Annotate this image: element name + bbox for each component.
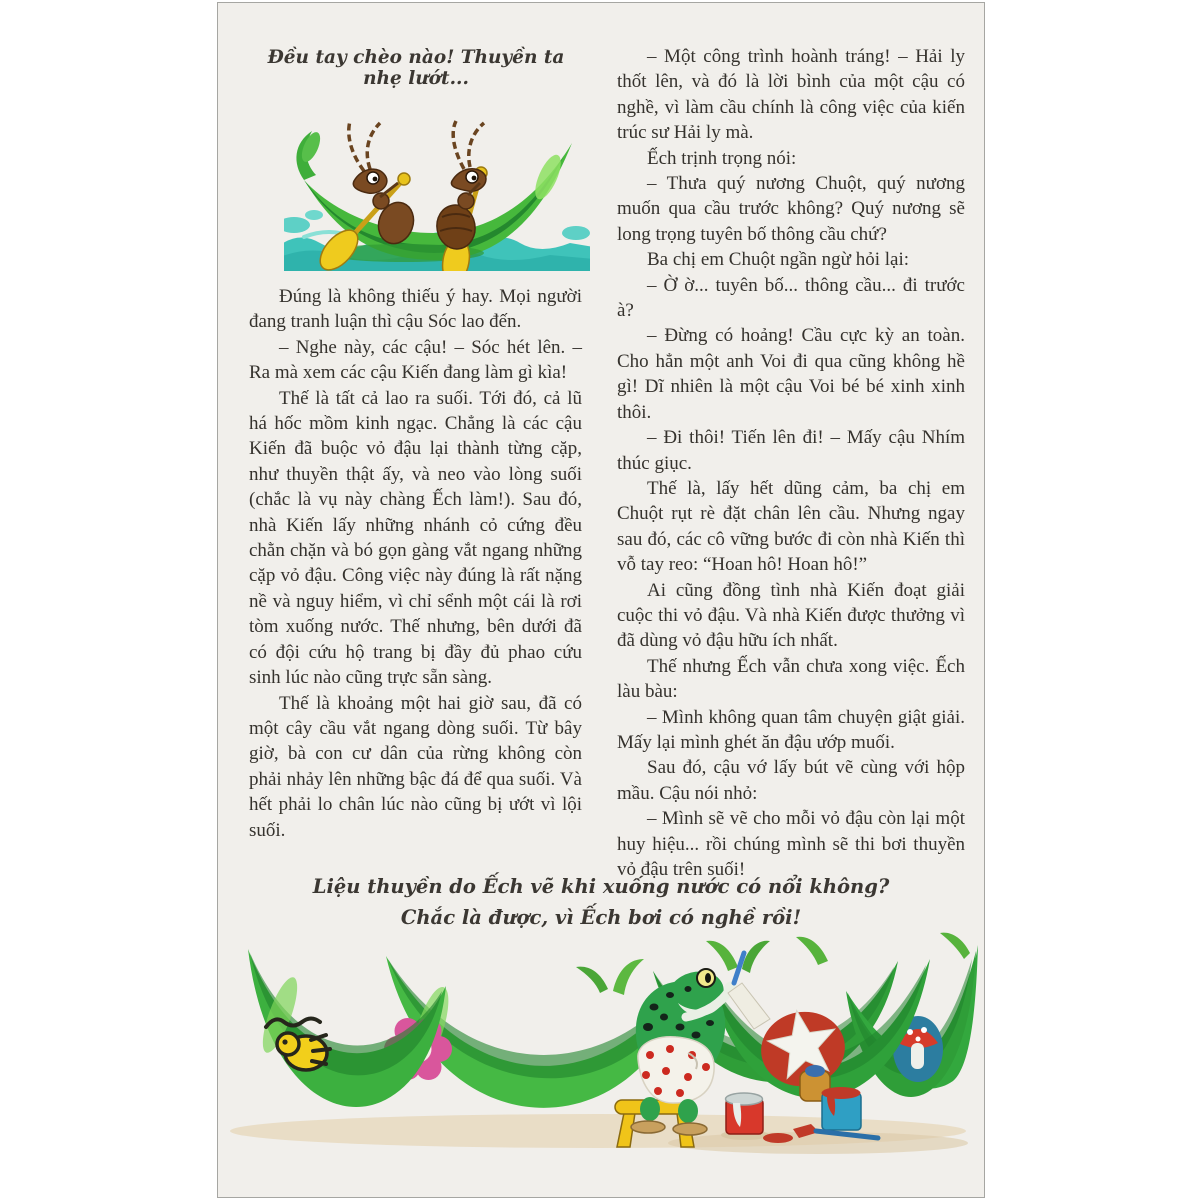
paragraph: Thế là tất cả lao ra suối. Tới đó, cả lũ há hốc mồm kinh ngạc. Chẳng là các cậu Kiến đã buộc vỏ đậu lại thành từng cặp, như thuyền thật ấy, và neo vào lòng suối (chắc là vụ này chàng Ếch làm!). Sau đó, nhà Kiến lấy những nhánh cỏ cứng đều chằn chặn và bó gọn gàng vắt ngang những cặp vỏ đậu. Công việc này đúng là rất nặng nề và nguy hiểm, vì chỉ sểnh một cái là rơi tòm xuống nước. Thế nhưng, bên dưới đã có đội cứu hộ trang bị đầy đủ phao cứu sinh lúc nào cũng trực sẵn sàng.	[249, 387, 582, 689]
paragraph: – Một công trình hoành tráng! – Hải ly thốt lên, và đó là lời bình của một cậu có nghề, vì làm cầu chính là công việc của kiến trúc sư Hải ly mà.	[617, 46, 965, 144]
paragraph: Ếch trịnh trọng nói:	[647, 147, 797, 169]
pea-pod-bee	[248, 949, 446, 1107]
paragraph: – Ờ ờ... tuyên bố... thông cầu... đi trước à?	[617, 274, 965, 322]
bottom-caption	[218, 871, 984, 933]
paragraph: – Mình không quan tâm chuyện giật giải. Mấy lại mình ghét ăn đậu ướp muối.	[617, 706, 965, 753]
right-text-column	[617, 44, 965, 882]
bottom-caption-line-1: Liệu thuyền do Ếch vẽ khi xuống nước có nổi không?	[312, 875, 890, 898]
left-text-column	[249, 284, 582, 843]
paragraph: Thế là, lấy hết dũng cảm, ba chị em Chuột rụt rè đặt chân lên cầu. Nhưng ngay sau đó, các cô vững bước đi còn nhà Kiến thì vỗ tay reo: “Hoan hô! Hoan hô!”	[617, 477, 965, 576]
paragraph: Thế nhưng Ếch vẫn chưa xong việc. Ếch làu bàu:	[617, 655, 965, 703]
ants-rowing-boat-illustration	[284, 85, 590, 271]
frog-painting-boats-illustration	[218, 931, 984, 1181]
bottom-caption-line-2: Chắc là được, vì Ếch bơi có nghề rồi!	[400, 906, 802, 929]
paragraph: Ba chị em Chuột ngần ngừ hỏi lại:	[647, 249, 910, 271]
top-caption: Đều tay chèo nào! Thuyền ta nhẹ lướt...	[267, 47, 565, 89]
paragraph: – Đi thôi! Tiến lên đi! – Mấy cậu Nhím thúc giục.	[617, 427, 965, 474]
paragraph: – Nghe này, các cậu! – Sóc hét lên. – Ra mà xem các cậu Kiến đang làm gì kìa!	[249, 336, 582, 384]
book-page	[217, 2, 985, 1198]
paragraph: Ai cũng đồng tình nhà Kiến đoạt giải cuộc thi vỏ đậu. Và nhà Kiến được thưởng vì đã dùng vỏ đậu hữu ích nhất.	[617, 579, 965, 652]
paragraph: – Mình sẽ vẽ cho mỗi vỏ đậu còn lại một huy hiệu... rồi chúng mình sẽ thi bơi thuyền vỏ đậu trên suối!	[617, 808, 965, 880]
paragraph: Đúng là không thiếu ý hay. Mọi người đang tranh luận thì cậu Sóc lao đến.	[249, 286, 582, 333]
paragraph: – Thưa quý nương Chuột, quý nương muốn qua cầu trước không? Quý nương sẽ long trọng tuyên bố thông cầu chứ?	[617, 173, 965, 245]
paragraph: Sau đó, cậu vớ lấy bút vẽ cùng với hộp mầu. Cậu nói nhỏ:	[617, 757, 965, 804]
paragraph: Thế là khoảng một hai giờ sau, đã có một cây cầu vắt ngang dòng suối. Từ bây giờ, bà con cư dân của rừng không còn phải nhảy lên những bậc đá để qua suối. Và hết phải lo chân lúc nào cũng bị ướt vì lội suối.	[249, 692, 582, 841]
paragraph: – Đừng có hoảng! Cầu cực kỳ an toàn. Cho hẳn một anh Voi đi qua cũng không hề gì! Dĩ nhiên là một cậu Voi bé bé xinh xinh thôi.	[617, 325, 965, 423]
